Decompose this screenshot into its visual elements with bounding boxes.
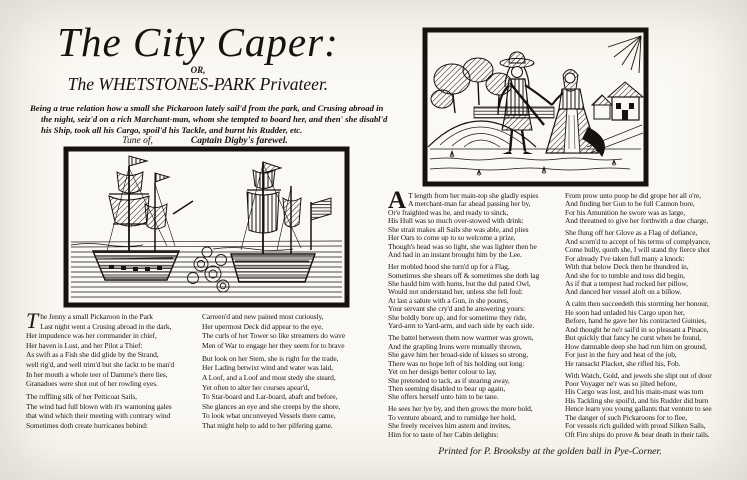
verse-line: And had in an instant brought him by the Lee. [388,250,522,260]
summary-line: the night, seiz'd on a rich Marchant-man, whom she tempted to board her, and then' she disabl'd [41,113,388,124]
verse-line: A calm then succeedeth this storming her honour, [565,299,709,309]
verse-line: Him for to taste of her Cabin delights: [388,429,499,439]
verse-line: He soon had unladed his Cargo upon her, [565,307,685,317]
verse-line: The danger of such Pickaroons for to flee, [565,412,688,422]
verse-line: A Loof, and a Loof and most stedy she steard, [202,373,336,383]
stanza [565,192,745,226]
verse-line: Come hully, quoth she, I will stand thy fierce shot [565,245,710,255]
dropcap-letter: T [26,308,39,333]
verse-line: As if that a tempest had rocked her pillow, [565,279,688,289]
stanza [202,354,384,431]
ground [430,149,641,176]
verse-line: How damnable deep she had run him on ground, [565,341,707,351]
or-label: OR, [190,65,206,75]
verse-line: She pretended to tack, as if stearing away, [388,375,510,385]
imprint-line: Printed for P. Brooksby at the golden ball in Pye-Corner. [438,446,662,457]
verse-line: But look on her Stem, she is right for the trade, [202,353,339,363]
verse-line: For vessels rich guilded with proud Silken Sails, [565,421,706,431]
verse-line: A merchant-man far ahead passing her by, [408,199,531,209]
couple-woodcut-illustration [422,27,649,187]
verse-line: And threatned to give her forthwith a due charge, [565,216,709,226]
verse-line: he Jenny a small Pickaroon in the Park [40,312,153,321]
summary-text [30,103,392,135]
verse-line: The ruffling silk of her Petticoat Sails, [26,392,137,402]
stanza [388,405,563,439]
verse-line: At last a salute with a Gun, in she poures, [388,295,509,305]
verse-line: And the grapling Irons were mutually thrown, [388,341,522,351]
verse-line: In her mouth a whole teer of Damme's there lies, [26,369,168,379]
verse-line: And thought he ne'r sail'd in so pleasant a Pinace, [565,324,709,334]
ship-right [231,162,331,282]
verse-line: She boldly bore up, and for sometime they ride, [388,312,527,322]
verse-line: His Cargo was lost, and his main-mast was torn [565,387,704,397]
verse-line: that wind which their meeting with contrary wind [26,411,171,421]
verse-line: To Star-board and Lar-board, abaft and before, [202,392,338,402]
verse-line: But quickly that fancy he curst when he found, [565,333,701,343]
ship-left [93,156,193,280]
verse-line: Oft Fire ships do prove & bear death in their tails. [565,429,710,439]
verse-line: To look what unconveyed Vessels there came, [202,411,336,421]
verse-line: Though's head was so light, she was lighter then he [388,241,537,251]
verse-line: Her mobled hood she turn'd up for a Flag, [388,262,510,272]
verse-line: She flung off her Glove as a Flag of defiance, [565,228,698,238]
verse-line: The battel between them now warmer was grown, [388,333,534,343]
verse-column-4 [565,192,745,443]
verse-line: Yet on her design better colour to lay, [388,367,497,377]
stanza [26,392,200,430]
dropcap-letter: A [388,187,407,214]
verse-line: That might help to add to her pilfering game. [202,421,333,431]
tune-name: Captain Digby's farewel. [190,136,288,146]
verse-line: His Hull was so much over-stowed with drink: [388,216,524,226]
verse-line: His Tackling she spoil'd, and his Rudder did burn [565,395,709,405]
verse-line: And danced her vessel aloft on a billow. [565,287,682,297]
verse-line: For just in the fury and heat of the job, [565,350,677,360]
stanza [388,334,563,402]
verse-line: She hauld him with hums, but the dul pated Owl, [388,279,531,289]
tune-line [40,136,370,146]
verse-line: Poor Voyager ne'r was so jilted before, [565,379,677,389]
verse-line: Yard-arm to Yard-arm, and each side by each side. [388,321,535,331]
verse-line: Last night went a Crusing abroad in the dark, [40,321,172,331]
stanza [26,308,200,389]
verse-line: Your servant she cry'd and he answering yours: [388,304,526,314]
verse-line: T length from her main-top she gladly espies [408,191,539,200]
verse-line: Sometimes she shears off & sometimes she doth lag [388,270,540,280]
verse-line: well rig'd, and well trim'd but she lackt to be man'd [26,359,175,369]
stanza [388,187,563,260]
verse-column-1 [26,308,200,434]
ships-woodcut-illustration [63,146,350,308]
page-subtitle: The WHETSTONES-PARK Privateer. [67,74,329,94]
stanza [565,372,745,440]
verse-line: With Watch, Gold, and jewels she slipt out of door [565,370,712,380]
verse-line: She gave him her broad-side of kisses so strong, [388,350,528,360]
summary-line: Being a true relation how a small she Pickaroon lately sail'd from the park, and Crusing abroad in [30,103,384,113]
verse-line: Would not understand her, unless she fell foul: [388,287,523,297]
verse-line: For his Amunition he swore was as large, [565,207,686,217]
smoke-swirls [188,247,230,292]
stanza [202,312,384,350]
verse-line: She freely receives him astern and invites, [388,421,511,431]
verse-line: Hence learn you young gallants that venture to see [565,404,712,414]
header [8,20,388,93]
verse-line: To venture aboard, and to rumidge her hold, [388,412,516,422]
verse-column-2 [202,312,384,434]
verse-column-3 [388,187,563,443]
verse-line: For already I've taken full many a knock: [565,253,685,263]
verse-line: Before, hand he gave her his contracted Guinies, [565,316,707,326]
verse-line: Her upermost Deck did appear to the eye, [202,321,323,331]
verse-line: She offers herself unto him to be tane. [388,392,499,402]
summary-line: his Ship, took all his Cargo, spoil'd his Tackle, and burnt his Rudder, etc. [41,124,303,135]
verse-line: Or'e fraighted was he, and ready to sinck, [388,207,509,217]
verse-line: As swift as a Fish she did glide by the Strand, [26,350,159,360]
stanza [565,300,745,368]
verse-line: He sees her lye by, and then grows the more bold, [388,404,533,414]
verse-line: Her impudence was her commander in chief, [26,331,157,341]
page-title: The City Caper: [57,19,339,65]
verse-line: Then seeming disabled to bear up again, [388,383,506,393]
verse-line: From prow unto poop he did grope her all o're, [565,191,701,200]
trees [431,58,554,118]
tune-prefix: Tune of, [122,136,153,146]
sun-rays-icon [608,36,641,73]
verse-line: There was no hope left of his holding out long: [388,358,525,368]
verse-line: Yet often to alter her courses apear'd, [202,382,310,392]
verse-line: She glances an eye and she creeps by the shore, [202,401,341,411]
verse-line: Her Lading betwixt wind and water was laid, [202,363,334,373]
verse-line: Her Oars to come up to so welcome a prize, [388,233,516,243]
verse-line: She strait makes all Sails she was able, and plies [388,224,529,234]
verse-line: With that below Deck then he thundred in, [565,262,689,272]
verse-line: He ransackt Placket, she rifled his, Fob. [565,358,681,368]
verse-line: The curls of her Tower so like streamers do wave [202,331,346,341]
verse-line: And scorn'd to accept of his terms of complyance, [565,236,711,246]
verse-line: Men of War to engage her they seem for to brave [202,340,345,350]
verse-line: The wind had full blown with it's wantoning gales [26,401,172,411]
stanza [388,263,563,331]
verse-line: Her haven is Lust, and her Pilot a Thief: [26,340,143,350]
verse-line: Carreen'd and new pained most curiously, [202,312,324,321]
verse-line: And she for to tumble and toss did begin, [565,270,685,280]
stanza [565,229,745,297]
verse-line: Granadoes were shot out of her rowling eyes. [26,379,158,389]
verse-line: Sometimes doth create hurricanes behind: [26,421,148,431]
verse-line: And finding her Gun to be full Cannon bore, [565,199,695,209]
